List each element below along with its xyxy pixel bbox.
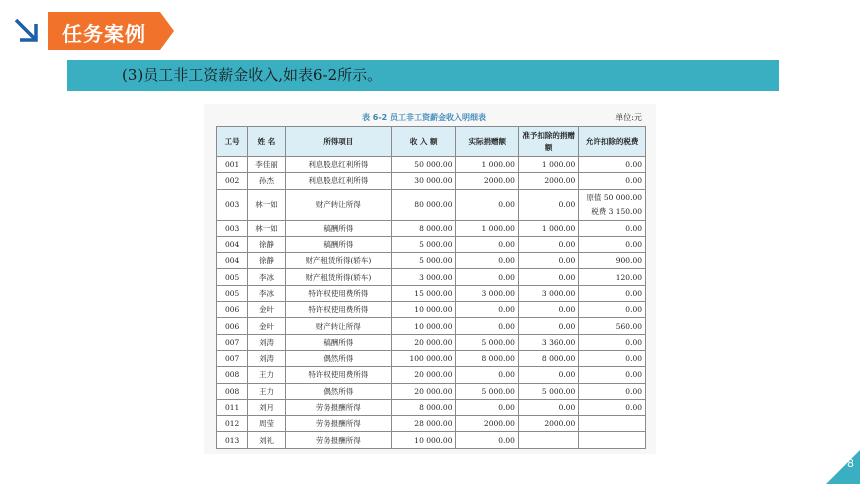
- table-row: [217, 285, 646, 301]
- cell-donation: 1 000.00: [456, 220, 518, 236]
- cell-tax: 0.00: [579, 285, 646, 301]
- cell-donation: 0.00: [456, 236, 518, 252]
- table-caption: [204, 110, 656, 126]
- cell-name: 徐静: [248, 253, 285, 269]
- cell-tax: 0.00: [579, 383, 646, 399]
- cell-name: 王力: [248, 383, 285, 399]
- section-tag: [48, 12, 174, 50]
- cell-deductible: 0.00: [518, 399, 578, 415]
- cell-deductible: 1 000.00: [518, 220, 578, 236]
- cell-income: 30 000.00: [391, 173, 456, 189]
- cell-tax: 0.00: [579, 350, 646, 366]
- cell-name: 李冰: [248, 285, 285, 301]
- table-row: [217, 432, 646, 448]
- col-header-id: 工号: [217, 127, 248, 157]
- cell-donation: 0.00: [456, 318, 518, 334]
- instruction-banner: (3)员工非工资薪金收入,如表6-2所示。: [67, 60, 779, 91]
- cell-id: 008: [217, 367, 248, 383]
- table-row: [217, 367, 646, 383]
- cell-id: 001: [217, 157, 248, 173]
- cell-income: 20 000.00: [391, 383, 456, 399]
- cell-tax: 0.00: [579, 334, 646, 350]
- table-row: [217, 173, 646, 189]
- page-number: 8: [847, 457, 854, 470]
- cell-deductible: 0.00: [518, 318, 578, 334]
- cell-deductible: 0.00: [518, 189, 578, 220]
- cell-item: 劳务报酬所得: [285, 399, 391, 415]
- cell-name: 刘礼: [248, 432, 285, 448]
- cell-tax: 0.00: [579, 157, 646, 173]
- cell-tax: [579, 189, 646, 220]
- cell-tax: 0.00: [579, 236, 646, 252]
- cell-id: 003: [217, 220, 248, 236]
- table-row: [217, 269, 646, 285]
- cell-item: 财产租赁所得(轿车): [285, 253, 391, 269]
- cell-donation: 8 000.00: [456, 350, 518, 366]
- cell-name: 孙杰: [248, 173, 285, 189]
- cell-tax: 120.00: [579, 269, 646, 285]
- table-row: [217, 253, 646, 269]
- cell-item: 特许权使用费所得: [285, 367, 391, 383]
- cell-income: 10 000.00: [391, 432, 456, 448]
- cell-donation: 0.00: [456, 302, 518, 318]
- cell-name: 周莹: [248, 416, 285, 432]
- table-row: [217, 383, 646, 399]
- page-number-badge: [826, 450, 860, 484]
- cell-item: 稿酬所得: [285, 334, 391, 350]
- cell-income: 8 000.00: [391, 220, 456, 236]
- section-tag-label: 任务案例: [62, 22, 146, 46]
- cell-income: 20 000.00: [391, 367, 456, 383]
- cell-tax-line: 原值 50 000.00: [586, 192, 642, 202]
- cell-name: 金叶: [248, 302, 285, 318]
- cell-deductible: 5 000.00: [518, 383, 578, 399]
- cell-deductible: 8 000.00: [518, 350, 578, 366]
- cell-name: 林一如: [248, 220, 285, 236]
- cell-donation: 0.00: [456, 399, 518, 415]
- cell-donation: 5 000.00: [456, 383, 518, 399]
- table-row: [217, 350, 646, 366]
- cell-donation: 0.00: [456, 432, 518, 448]
- cell-name: 林一如: [248, 189, 285, 220]
- cell-name: 李冰: [248, 269, 285, 285]
- cell-tax: [579, 432, 646, 448]
- cell-name: 刘涛: [248, 350, 285, 366]
- salary-table: [216, 126, 646, 449]
- cell-donation: 2000.00: [456, 416, 518, 432]
- cell-item: 利息股息红利所得: [285, 157, 391, 173]
- cell-item: 财产转让所得: [285, 189, 391, 220]
- cell-id: 002: [217, 173, 248, 189]
- cell-income: 15 000.00: [391, 285, 456, 301]
- cell-item: 特许权使用费所得: [285, 302, 391, 318]
- col-header-deductible: 准予扣除的捐赠额: [518, 127, 578, 157]
- col-header-tax: 允许扣除的税费: [579, 127, 646, 157]
- cell-tax: 0.00: [579, 302, 646, 318]
- table-row: [217, 157, 646, 173]
- table-row: [217, 220, 646, 236]
- cell-item: 稿酬所得: [285, 236, 391, 252]
- cell-id: 005: [217, 269, 248, 285]
- cell-income: 3 000.00: [391, 269, 456, 285]
- cell-income: 5 000.00: [391, 236, 456, 252]
- cell-id: 006: [217, 318, 248, 334]
- cell-id: 003: [217, 189, 248, 220]
- cell-deductible: 0.00: [518, 253, 578, 269]
- arrow-down-right-icon: [12, 16, 42, 46]
- cell-tax: 0.00: [579, 173, 646, 189]
- cell-id: 005: [217, 285, 248, 301]
- cell-id: 013: [217, 432, 248, 448]
- cell-id: 011: [217, 399, 248, 415]
- cell-tax: [579, 416, 646, 432]
- cell-tax: 0.00: [579, 399, 646, 415]
- col-header-item: 所得项目: [285, 127, 391, 157]
- cell-item: 财产租赁所得(轿车): [285, 269, 391, 285]
- table-row: [217, 399, 646, 415]
- cell-deductible: 2000.00: [518, 173, 578, 189]
- cell-deductible: 0.00: [518, 269, 578, 285]
- cell-id: 007: [217, 334, 248, 350]
- cell-income: 28 000.00: [391, 416, 456, 432]
- cell-name: 刘涛: [248, 334, 285, 350]
- table-row: [217, 318, 646, 334]
- cell-income: 10 000.00: [391, 318, 456, 334]
- cell-item: 劳务报酬所得: [285, 416, 391, 432]
- cell-item: 利息股息红利所得: [285, 173, 391, 189]
- cell-tax: 900.00: [579, 253, 646, 269]
- cell-id: 006: [217, 302, 248, 318]
- cell-donation: 2000.00: [456, 173, 518, 189]
- cell-id: 008: [217, 383, 248, 399]
- cell-deductible: [518, 432, 578, 448]
- cell-donation: 5 000.00: [456, 334, 518, 350]
- cell-tax: 0.00: [579, 220, 646, 236]
- table-row: [217, 334, 646, 350]
- table-row: [217, 416, 646, 432]
- cell-income: 5 000.00: [391, 253, 456, 269]
- cell-deductible: 2000.00: [518, 416, 578, 432]
- cell-donation: 0.00: [456, 367, 518, 383]
- cell-deductible: 0.00: [518, 367, 578, 383]
- cell-name: 徐静: [248, 236, 285, 252]
- cell-item: 特许权使用费所得: [285, 285, 391, 301]
- cell-donation: 0.00: [456, 253, 518, 269]
- cell-name: 金叶: [248, 318, 285, 334]
- cell-id: 012: [217, 416, 248, 432]
- cell-deductible: 0.00: [518, 302, 578, 318]
- col-header-income: 收 入 额: [391, 127, 456, 157]
- table-panel: [204, 104, 656, 454]
- table-row: [217, 302, 646, 318]
- table-row: [217, 236, 646, 252]
- cell-income: 100 000.00: [391, 350, 456, 366]
- cell-item: 财产转让所得: [285, 318, 391, 334]
- cell-donation: 1 000.00: [456, 157, 518, 173]
- cell-name: 刘月: [248, 399, 285, 415]
- cell-name: 王力: [248, 367, 285, 383]
- cell-donation: 0.00: [456, 189, 518, 220]
- cell-donation: 0.00: [456, 269, 518, 285]
- cell-deductible: 3 000.00: [518, 285, 578, 301]
- cell-donation: 3 000.00: [456, 285, 518, 301]
- cell-tax: 560.00: [579, 318, 646, 334]
- cell-deductible: 3 360.00: [518, 334, 578, 350]
- cell-income: 50 000.00: [391, 157, 456, 173]
- table-header-row: [217, 127, 646, 157]
- table-title: 表 6-2 员工非工资薪金收入明细表: [362, 113, 487, 122]
- table-unit: 单位:元: [615, 113, 642, 122]
- table-row: [217, 189, 646, 220]
- cell-id: 004: [217, 236, 248, 252]
- cell-deductible: 0.00: [518, 236, 578, 252]
- cell-income: 20 000.00: [391, 334, 456, 350]
- cell-tax-line: 税费 3 150.00: [591, 206, 642, 216]
- col-header-donation: 实际捐赠额: [456, 127, 518, 157]
- cell-item: 劳务报酬所得: [285, 432, 391, 448]
- cell-id: 007: [217, 350, 248, 366]
- cell-name: 李佳丽: [248, 157, 285, 173]
- cell-item: 稿酬所得: [285, 220, 391, 236]
- cell-id: 004: [217, 253, 248, 269]
- cell-tax: 0.00: [579, 367, 646, 383]
- cell-income: 10 000.00: [391, 302, 456, 318]
- col-header-name: 姓 名: [248, 127, 285, 157]
- cell-item: 偶然所得: [285, 350, 391, 366]
- cell-item: 偶然所得: [285, 383, 391, 399]
- cell-deductible: 1 000.00: [518, 157, 578, 173]
- cell-income: 80 000.00: [391, 189, 456, 220]
- cell-income: 8 000.00: [391, 399, 456, 415]
